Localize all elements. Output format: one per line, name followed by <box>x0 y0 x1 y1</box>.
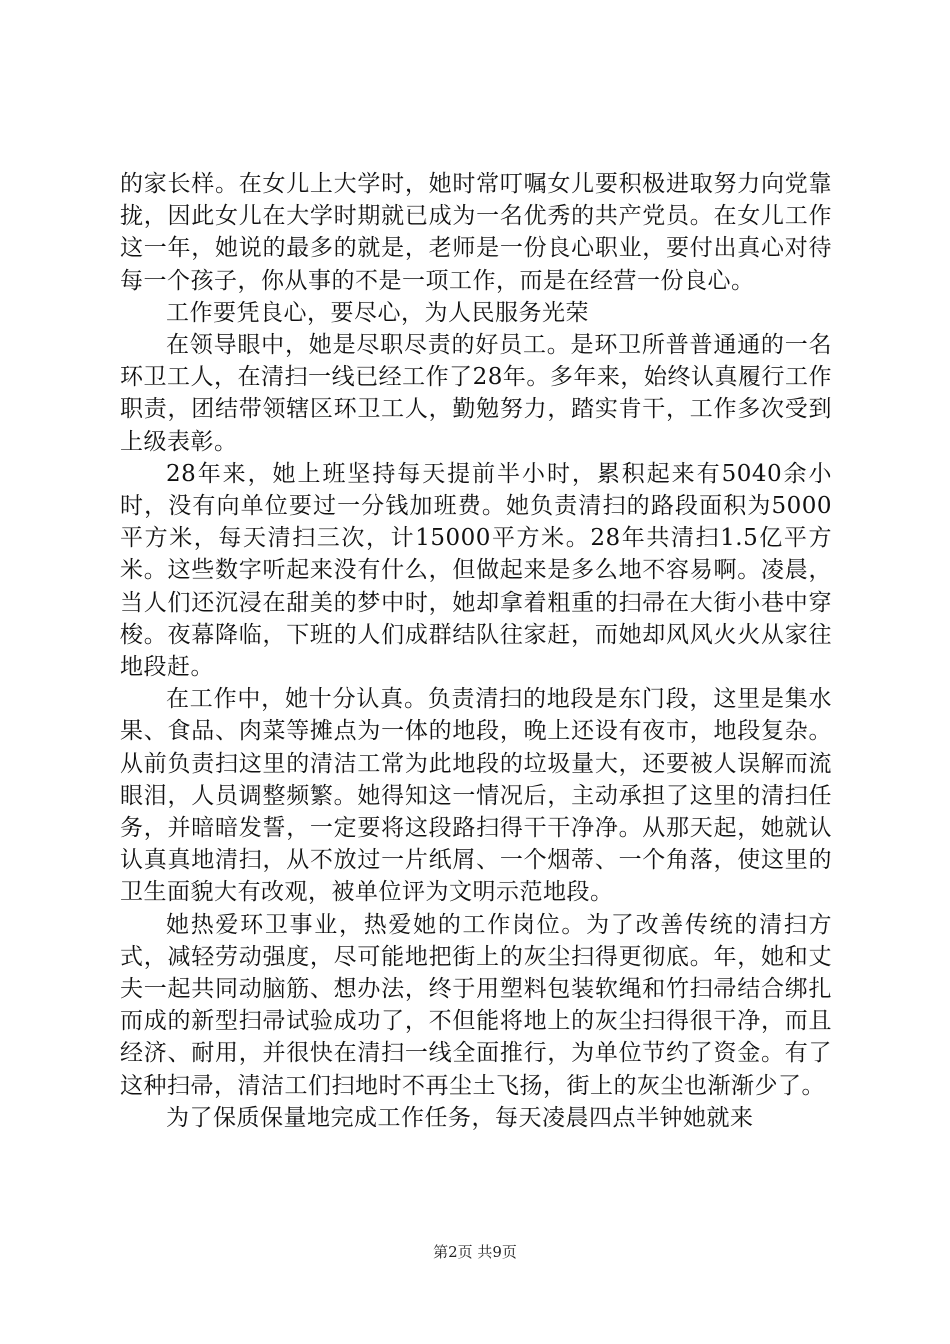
page-footer <box>0 1242 950 1262</box>
page-number-label: 第2页 共9页 <box>433 1243 517 1261</box>
paragraph-1: 的家长样。在女儿上大学时，她时常叮嘱女儿要积极进取努力向党靠拢，因此女儿在大学时期就已成为一名优秀的共产党员。在女儿工作这一年，她说的最多的就是，老师是一份良心职业，要付出真心对待每一个孩子，你从事的不是一项工作，而是在经营一份良心。 <box>120 171 832 294</box>
paragraph-2-heading: 工作要凭良心，要尽心，为人民服务光荣 <box>166 299 589 326</box>
paragraph-5: 在工作中，她十分认真。负责清扫的地段是东门段，这里是集水果、食品、肉菜等摊点为一体的地段，晚上还设有夜市，地段复杂。从前负责扫这里的清洁工常为此地段的垃圾量大，还要被人误解而流眼泪，人员调整频繁。她得知这一情况后，主动承担了这里的清扫任务，并暗暗发誓，一定要将这段路扫得干干净净。从那天起，她就认认真真地清扫，从不放过一片纸屑、一个烟蒂、一个角落，使这里的卫生面貌大有改观，被单位评为文明示范地段。 <box>120 686 832 906</box>
paragraph-7: 为了保质保量地完成工作任务，每天凌晨四点半钟她就来 <box>166 1104 754 1131</box>
document-body <box>120 168 832 1134</box>
paragraph-4: 28年来，她上班坚持每天提前半小时，累积起来有5040余小时，没有向单位要过一分钱加班费。她负责清扫的路段面积为5000平方米，每天清扫三次，计15000平方米。28年共清扫1.5亿平方米。这些数字听起来没有什么，但做起来是多么地不容易啊。凌晨，当人们还沉浸在甜美的梦中时，她却拿着粗重的扫帚在大街小巷中穿梭。夜幕降临，下班的人们成群结队往家赶，而她却风风火火从家往地段赶。 <box>120 460 832 681</box>
paragraph-6: 她热爱环卫事业，热爱她的工作岗位。为了改善传统的清扫方式，减轻劳动强度，尽可能地把街上的灰尘扫得更彻底。年，她和丈夫一起共同动脑筋、想办法，终于用塑料包装软绳和竹扫帚结合绑扎而成的新型扫帚试验成功了，不但能将地上的灰尘扫得很干净，而且经济、耐用，并很快在清扫一线全面推行，为单位节约了资金。有了这种扫帚，清洁工们扫地时不再尘土飞扬，街上的灰尘也渐渐少了。 <box>120 911 832 1099</box>
paragraph-3: 在领导眼中，她是尽职尽责的好员工。是环卫所普普通通的一名环卫工人，在清扫一线已经工作了28年。多年来，始终认真履行工作职责，团结带领辖区环卫工人，勤勉努力，踏实肯干，工作多次受到上级表彰。 <box>120 332 832 455</box>
